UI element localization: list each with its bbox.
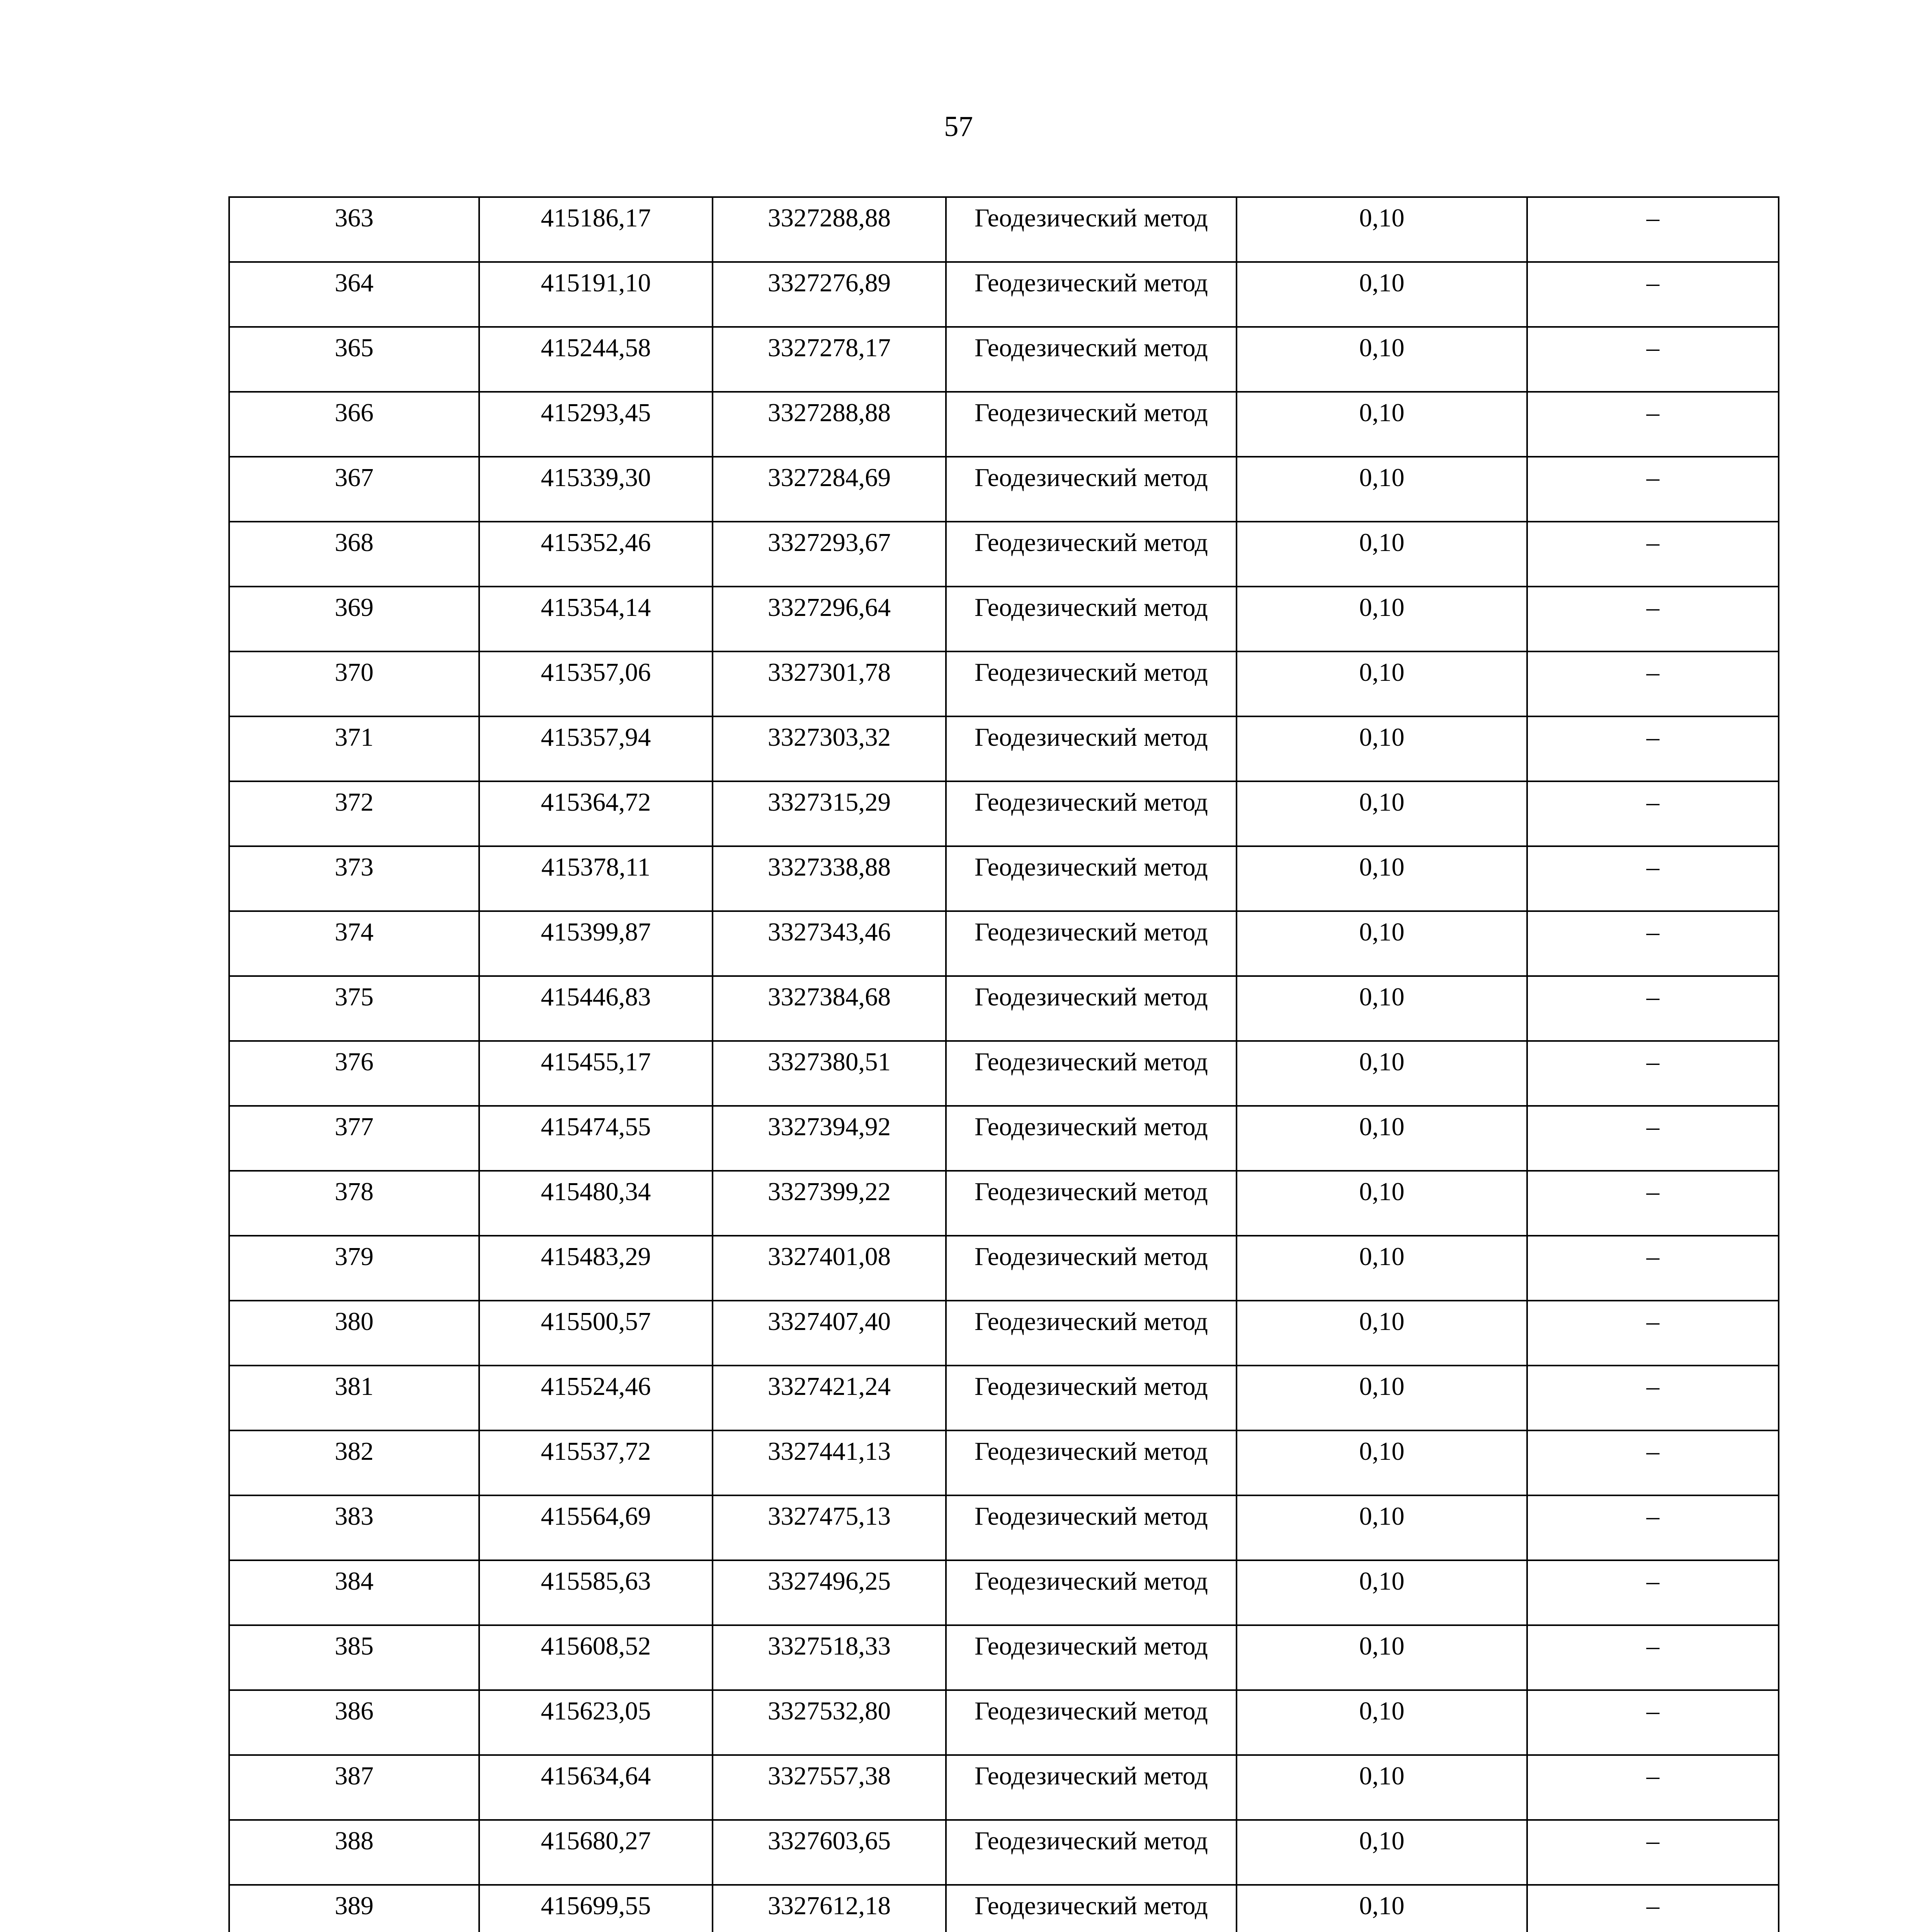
point-number-cell: 363	[229, 197, 479, 262]
point-number-cell: 380	[229, 1301, 479, 1366]
method-cell: Геодезический метод	[946, 1301, 1237, 1366]
note-cell: –	[1527, 1755, 1779, 1820]
method-cell: Геодезический метод	[946, 1495, 1237, 1560]
note-cell: –	[1527, 1625, 1779, 1690]
method-cell: Геодезический метод	[946, 1560, 1237, 1625]
coordinate-x-cell: 415354,14	[479, 587, 713, 651]
table-row	[229, 1106, 1779, 1171]
coordinate-x-cell: 415564,69	[479, 1495, 713, 1560]
accuracy-cell: 0,10	[1237, 1755, 1527, 1820]
table-row	[229, 1301, 1779, 1366]
note-cell: –	[1527, 327, 1779, 392]
coordinate-x-cell: 415186,17	[479, 197, 713, 262]
point-number-cell: 372	[229, 781, 479, 846]
note-cell: –	[1527, 457, 1779, 522]
coordinate-y-cell: 3327288,88	[713, 197, 946, 262]
accuracy-cell: 0,10	[1237, 1690, 1527, 1755]
accuracy-cell: 0,10	[1237, 1106, 1527, 1171]
note-cell: –	[1527, 262, 1779, 327]
coordinate-x-cell: 415500,57	[479, 1301, 713, 1366]
method-cell: Геодезический метод	[946, 1366, 1237, 1430]
point-number-cell: 368	[229, 522, 479, 587]
accuracy-cell: 0,10	[1237, 587, 1527, 651]
accuracy-cell: 0,10	[1237, 522, 1527, 587]
coordinate-x-cell: 415483,29	[479, 1236, 713, 1301]
point-number-cell: 384	[229, 1560, 479, 1625]
point-number-cell: 371	[229, 716, 479, 781]
point-number-cell: 366	[229, 392, 479, 457]
table-row	[229, 522, 1779, 587]
method-cell: Геодезический метод	[946, 1236, 1237, 1301]
coordinate-y-cell: 3327303,32	[713, 716, 946, 781]
point-number-cell: 374	[229, 911, 479, 976]
coordinate-y-cell: 3327296,64	[713, 587, 946, 651]
coordinate-y-cell: 3327603,65	[713, 1820, 946, 1885]
accuracy-cell: 0,10	[1237, 911, 1527, 976]
coordinate-x-cell: 415293,45	[479, 392, 713, 457]
coordinate-x-cell: 415357,94	[479, 716, 713, 781]
accuracy-cell: 0,10	[1237, 1041, 1527, 1106]
note-cell: –	[1527, 1820, 1779, 1885]
method-cell: Геодезический метод	[946, 197, 1237, 262]
accuracy-cell: 0,10	[1237, 1820, 1527, 1885]
note-cell: –	[1527, 1236, 1779, 1301]
point-number-cell: 388	[229, 1820, 479, 1885]
coordinate-y-cell: 3327315,29	[713, 781, 946, 846]
point-number-cell: 377	[229, 1106, 479, 1171]
method-cell: Геодезический метод	[946, 1755, 1237, 1820]
table-row	[229, 1430, 1779, 1495]
coordinate-x-cell: 415244,58	[479, 327, 713, 392]
point-number-cell: 375	[229, 976, 479, 1041]
accuracy-cell: 0,10	[1237, 1495, 1527, 1560]
point-number-cell: 389	[229, 1885, 479, 1932]
accuracy-cell: 0,10	[1237, 1625, 1527, 1690]
coordinate-y-cell: 3327384,68	[713, 976, 946, 1041]
table-row	[229, 262, 1779, 327]
method-cell: Геодезический метод	[946, 392, 1237, 457]
accuracy-cell: 0,10	[1237, 197, 1527, 262]
method-cell: Геодезический метод	[946, 1106, 1237, 1171]
method-cell: Геодезический метод	[946, 976, 1237, 1041]
table-row	[229, 327, 1779, 392]
accuracy-cell: 0,10	[1237, 716, 1527, 781]
point-number-cell: 387	[229, 1755, 479, 1820]
method-cell: Геодезический метод	[946, 716, 1237, 781]
coordinate-x-cell: 415480,34	[479, 1171, 713, 1236]
coordinate-x-cell: 415524,46	[479, 1366, 713, 1430]
coordinate-x-cell: 415364,72	[479, 781, 713, 846]
coordinate-y-cell: 3327518,33	[713, 1625, 946, 1690]
table-row	[229, 911, 1779, 976]
method-cell: Геодезический метод	[946, 457, 1237, 522]
note-cell: –	[1527, 1430, 1779, 1495]
method-cell: Геодезический метод	[946, 1171, 1237, 1236]
coordinate-y-cell: 3327276,89	[713, 262, 946, 327]
coordinate-x-cell: 415699,55	[479, 1885, 713, 1932]
note-cell: –	[1527, 716, 1779, 781]
accuracy-cell: 0,10	[1237, 846, 1527, 911]
table-row	[229, 392, 1779, 457]
accuracy-cell: 0,10	[1237, 1236, 1527, 1301]
note-cell: –	[1527, 1560, 1779, 1625]
coordinate-y-cell: 3327532,80	[713, 1690, 946, 1755]
note-cell: –	[1527, 1885, 1779, 1932]
method-cell: Геодезический метод	[946, 1690, 1237, 1755]
coordinate-x-cell: 415474,55	[479, 1106, 713, 1171]
coordinate-y-cell: 3327293,67	[713, 522, 946, 587]
coordinate-y-cell: 3327441,13	[713, 1430, 946, 1495]
accuracy-cell: 0,10	[1237, 327, 1527, 392]
point-number-cell: 382	[229, 1430, 479, 1495]
coordinate-y-cell: 3327278,17	[713, 327, 946, 392]
table-row	[229, 651, 1779, 716]
coordinate-y-cell: 3327407,40	[713, 1301, 946, 1366]
method-cell: Геодезический метод	[946, 1885, 1237, 1932]
coordinate-x-cell: 415623,05	[479, 1690, 713, 1755]
note-cell: –	[1527, 197, 1779, 262]
coordinate-x-cell: 415399,87	[479, 911, 713, 976]
method-cell: Геодезический метод	[946, 911, 1237, 976]
coordinate-y-cell: 3327301,78	[713, 651, 946, 716]
table-row	[229, 846, 1779, 911]
coordinate-y-cell: 3327401,08	[713, 1236, 946, 1301]
coordinate-y-cell: 3327399,22	[713, 1171, 946, 1236]
table-row	[229, 197, 1779, 262]
note-cell: –	[1527, 651, 1779, 716]
table-row	[229, 1690, 1779, 1755]
point-number-cell: 385	[229, 1625, 479, 1690]
table-row	[229, 1885, 1779, 1932]
page-number: 57	[944, 111, 973, 143]
accuracy-cell: 0,10	[1237, 262, 1527, 327]
point-number-cell: 386	[229, 1690, 479, 1755]
method-cell: Геодезический метод	[946, 522, 1237, 587]
note-cell: –	[1527, 1106, 1779, 1171]
coordinate-y-cell: 3327421,24	[713, 1366, 946, 1430]
accuracy-cell: 0,10	[1237, 1301, 1527, 1366]
table-row	[229, 1755, 1779, 1820]
coordinate-x-cell: 415537,72	[479, 1430, 713, 1495]
point-number-cell: 378	[229, 1171, 479, 1236]
table-row	[229, 1495, 1779, 1560]
note-cell: –	[1527, 846, 1779, 911]
note-cell: –	[1527, 522, 1779, 587]
point-number-cell: 367	[229, 457, 479, 522]
coordinate-x-cell: 415455,17	[479, 1041, 713, 1106]
point-number-cell: 376	[229, 1041, 479, 1106]
method-cell: Геодезический метод	[946, 1041, 1237, 1106]
coordinates-table-body	[229, 197, 1779, 1932]
coordinate-x-cell: 415378,11	[479, 846, 713, 911]
method-cell: Геодезический метод	[946, 587, 1237, 651]
accuracy-cell: 0,10	[1237, 1560, 1527, 1625]
coordinate-y-cell: 3327284,69	[713, 457, 946, 522]
note-cell: –	[1527, 1301, 1779, 1366]
coordinate-y-cell: 3327343,46	[713, 911, 946, 976]
coordinate-x-cell: 415352,46	[479, 522, 713, 587]
coordinate-y-cell: 3327380,51	[713, 1041, 946, 1106]
accuracy-cell: 0,10	[1237, 1430, 1527, 1495]
note-cell: –	[1527, 976, 1779, 1041]
note-cell: –	[1527, 1366, 1779, 1430]
coordinate-x-cell: 415191,10	[479, 262, 713, 327]
method-cell: Геодезический метод	[946, 262, 1237, 327]
note-cell: –	[1527, 392, 1779, 457]
accuracy-cell: 0,10	[1237, 457, 1527, 522]
table-row	[229, 781, 1779, 846]
note-cell: –	[1527, 781, 1779, 846]
note-cell: –	[1527, 1171, 1779, 1236]
coordinate-y-cell: 3327496,25	[713, 1560, 946, 1625]
table-row	[229, 1171, 1779, 1236]
coordinate-y-cell: 3327557,38	[713, 1755, 946, 1820]
accuracy-cell: 0,10	[1237, 1171, 1527, 1236]
point-number-cell: 381	[229, 1366, 479, 1430]
coordinates-table	[228, 196, 1779, 1932]
method-cell: Геодезический метод	[946, 651, 1237, 716]
coordinate-x-cell: 415680,27	[479, 1820, 713, 1885]
table-row	[229, 1820, 1779, 1885]
method-cell: Геодезический метод	[946, 1430, 1237, 1495]
coordinate-x-cell: 415357,06	[479, 651, 713, 716]
accuracy-cell: 0,10	[1237, 392, 1527, 457]
note-cell: –	[1527, 1495, 1779, 1560]
point-number-cell: 369	[229, 587, 479, 651]
table-row	[229, 976, 1779, 1041]
coordinate-x-cell: 415585,63	[479, 1560, 713, 1625]
table-row	[229, 457, 1779, 522]
point-number-cell: 383	[229, 1495, 479, 1560]
table-row	[229, 1236, 1779, 1301]
point-number-cell: 379	[229, 1236, 479, 1301]
accuracy-cell: 0,10	[1237, 1366, 1527, 1430]
table-row	[229, 587, 1779, 651]
point-number-cell: 370	[229, 651, 479, 716]
coordinate-y-cell: 3327475,13	[713, 1495, 946, 1560]
note-cell: –	[1527, 1690, 1779, 1755]
method-cell: Геодезический метод	[946, 1820, 1237, 1885]
coordinate-y-cell: 3327612,18	[713, 1885, 946, 1932]
coordinate-y-cell: 3327288,88	[713, 392, 946, 457]
note-cell: –	[1527, 1041, 1779, 1106]
point-number-cell: 365	[229, 327, 479, 392]
method-cell: Геодезический метод	[946, 327, 1237, 392]
note-cell: –	[1527, 911, 1779, 976]
coordinate-x-cell: 415339,30	[479, 457, 713, 522]
accuracy-cell: 0,10	[1237, 976, 1527, 1041]
point-number-cell: 364	[229, 262, 479, 327]
table-row	[229, 1625, 1779, 1690]
coordinate-y-cell: 3327338,88	[713, 846, 946, 911]
accuracy-cell: 0,10	[1237, 651, 1527, 716]
point-number-cell: 373	[229, 846, 479, 911]
table-row	[229, 1041, 1779, 1106]
method-cell: Геодезический метод	[946, 846, 1237, 911]
note-cell: –	[1527, 587, 1779, 651]
table-row	[229, 1560, 1779, 1625]
table-row	[229, 1366, 1779, 1430]
coordinate-x-cell: 415446,83	[479, 976, 713, 1041]
accuracy-cell: 0,10	[1237, 781, 1527, 846]
coordinate-y-cell: 3327394,92	[713, 1106, 946, 1171]
table-row	[229, 716, 1779, 781]
coordinate-x-cell: 415608,52	[479, 1625, 713, 1690]
method-cell: Геодезический метод	[946, 781, 1237, 846]
accuracy-cell: 0,10	[1237, 1885, 1527, 1932]
method-cell: Геодезический метод	[946, 1625, 1237, 1690]
coordinate-x-cell: 415634,64	[479, 1755, 713, 1820]
